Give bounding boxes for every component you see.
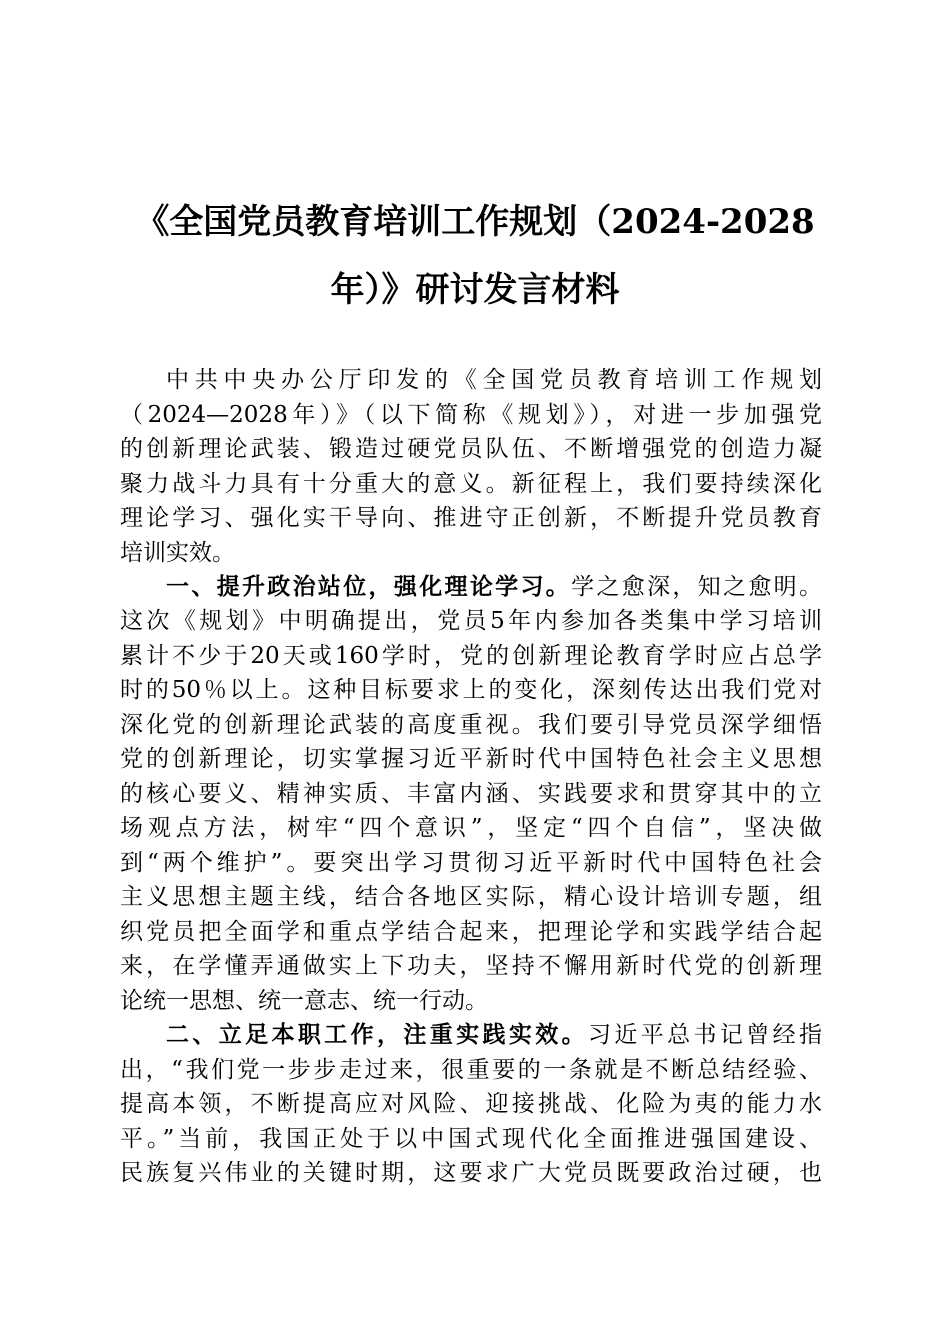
- section-1-line: 时的50％以上。这种目标要求上的变化，深刻传达出我们党对: [120, 677, 822, 703]
- section-1-line: 这次《规划》中明确提出，党员5年内参加各类集中学习培训: [120, 608, 822, 634]
- section-1-line: 论统一思想、统一意志、统一行动。: [120, 988, 488, 1014]
- section-1-line: 来，在学懂弄通做实上下功夫，坚持不懈用新时代党的创新理: [120, 953, 822, 979]
- paragraph-1-line: （2024—2028年）》（以下简称《规划》），对进一步加强党: [120, 402, 822, 428]
- paragraph-1-line: 的创新理论武装、锻造过硬党员队伍、不断增强党的创造力凝: [120, 436, 822, 462]
- section-1-line: 场观点方法，树牢“四个意识”，坚定“四个自信”，坚决做: [120, 815, 822, 841]
- paragraph-1-line: 理论学习、强化实干导向、推进守正创新，不断提升党员教育: [120, 505, 822, 531]
- section-2-heading: 二、立足本职工作，注重实践实效。: [166, 1021, 588, 1048]
- paragraph-1-line: 培训实效。: [120, 540, 235, 566]
- paragraph-1-line: 中共中央办公厅印发的《全国党员教育培训工作规划: [166, 367, 822, 393]
- section-2-line: 出，“我们党一步步走过来，很重要的一条就是不断总结经验、: [120, 1057, 822, 1083]
- section-2-first-line: [166, 1018, 822, 1052]
- section-1-line: 到“两个维护”。要突出学习贯彻习近平新时代中国特色社会: [120, 850, 822, 876]
- section-1-first-line-text: 学之愈深，知之愈明。: [571, 574, 822, 600]
- section-2-first-line-text: 习近平总书记曾经指: [588, 1022, 822, 1048]
- document-title-line-1: 《全国党员教育培训工作规划（2024-2028: [135, 202, 815, 242]
- section-2-line: 平。”当前，我国正处于以中国式现代化全面推进强国建设、: [120, 1126, 822, 1152]
- section-1-first-line: [166, 570, 822, 604]
- document-title-line-2: 年）》研讨发言材料: [330, 270, 620, 310]
- section-1-line: 的核心要义、精神实质、丰富内涵、实践要求和贯穿其中的立: [120, 781, 822, 807]
- paragraph-1-line: 聚力战斗力具有十分重大的意义。新征程上，我们要持续深化: [120, 471, 822, 497]
- section-1-heading: 一、提升政治站位，强化理论学习。: [166, 573, 572, 600]
- section-1-line: 深化党的创新理论武装的高度重视。我们要引导党员深学细悟: [120, 712, 822, 738]
- section-2-line: 民族复兴伟业的关键时期，这要求广大党员既要政治过硬，也: [120, 1160, 822, 1186]
- section-1-line: 党的创新理论，切实掌握习近平新时代中国特色社会主义思想: [120, 746, 822, 772]
- section-1-line: 主义思想主题主线，结合各地区实际，精心设计培训专题，组: [120, 884, 822, 910]
- section-1-line: 织党员把全面学和重点学结合起来，把理论学和实践学结合起: [120, 919, 822, 945]
- section-2-line: 提高本领，不断提高应对风险、迎接挑战、化险为夷的能力水: [120, 1091, 822, 1117]
- section-1-line: 累计不少于20天或160学时，党的创新理论教育学时应占总学: [120, 643, 822, 669]
